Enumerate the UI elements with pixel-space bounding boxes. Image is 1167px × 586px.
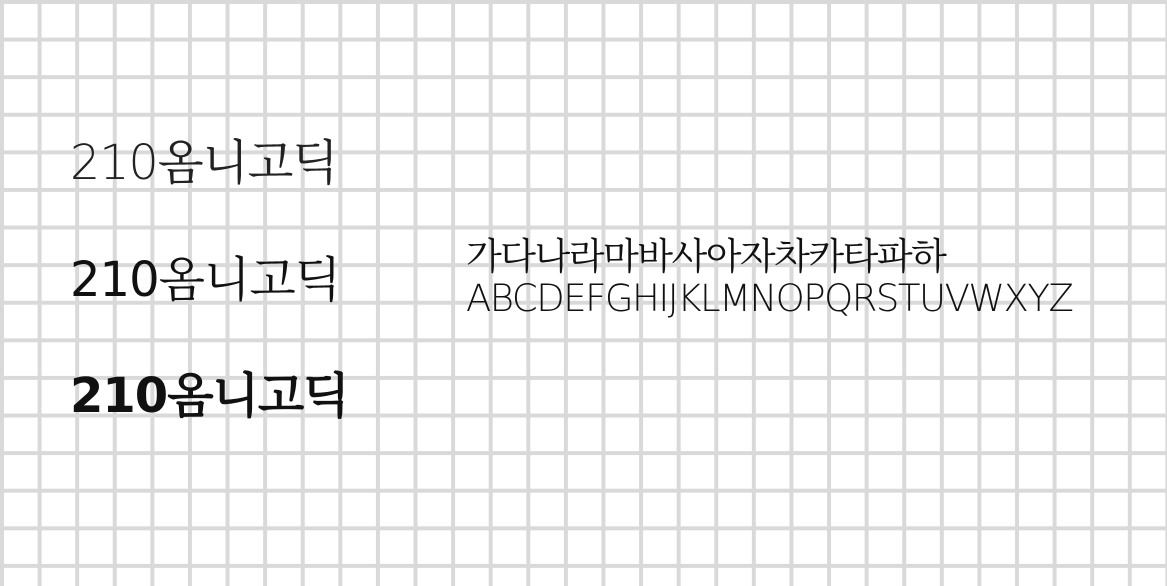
character-set: [466, 237, 1126, 319]
latin-charset: ABCDEFGHIJKLMNOPQRSTUVWXYZ: [466, 276, 1073, 320]
font-sample-regular: 210옴니고딕: [70, 252, 341, 308]
hangul-charset: 가다나라마바사아자차카타파하: [466, 235, 946, 278]
font-sample-light: 210옴니고딕: [70, 135, 338, 191]
font-sample-bold: 210옴니고딕: [70, 368, 349, 424]
